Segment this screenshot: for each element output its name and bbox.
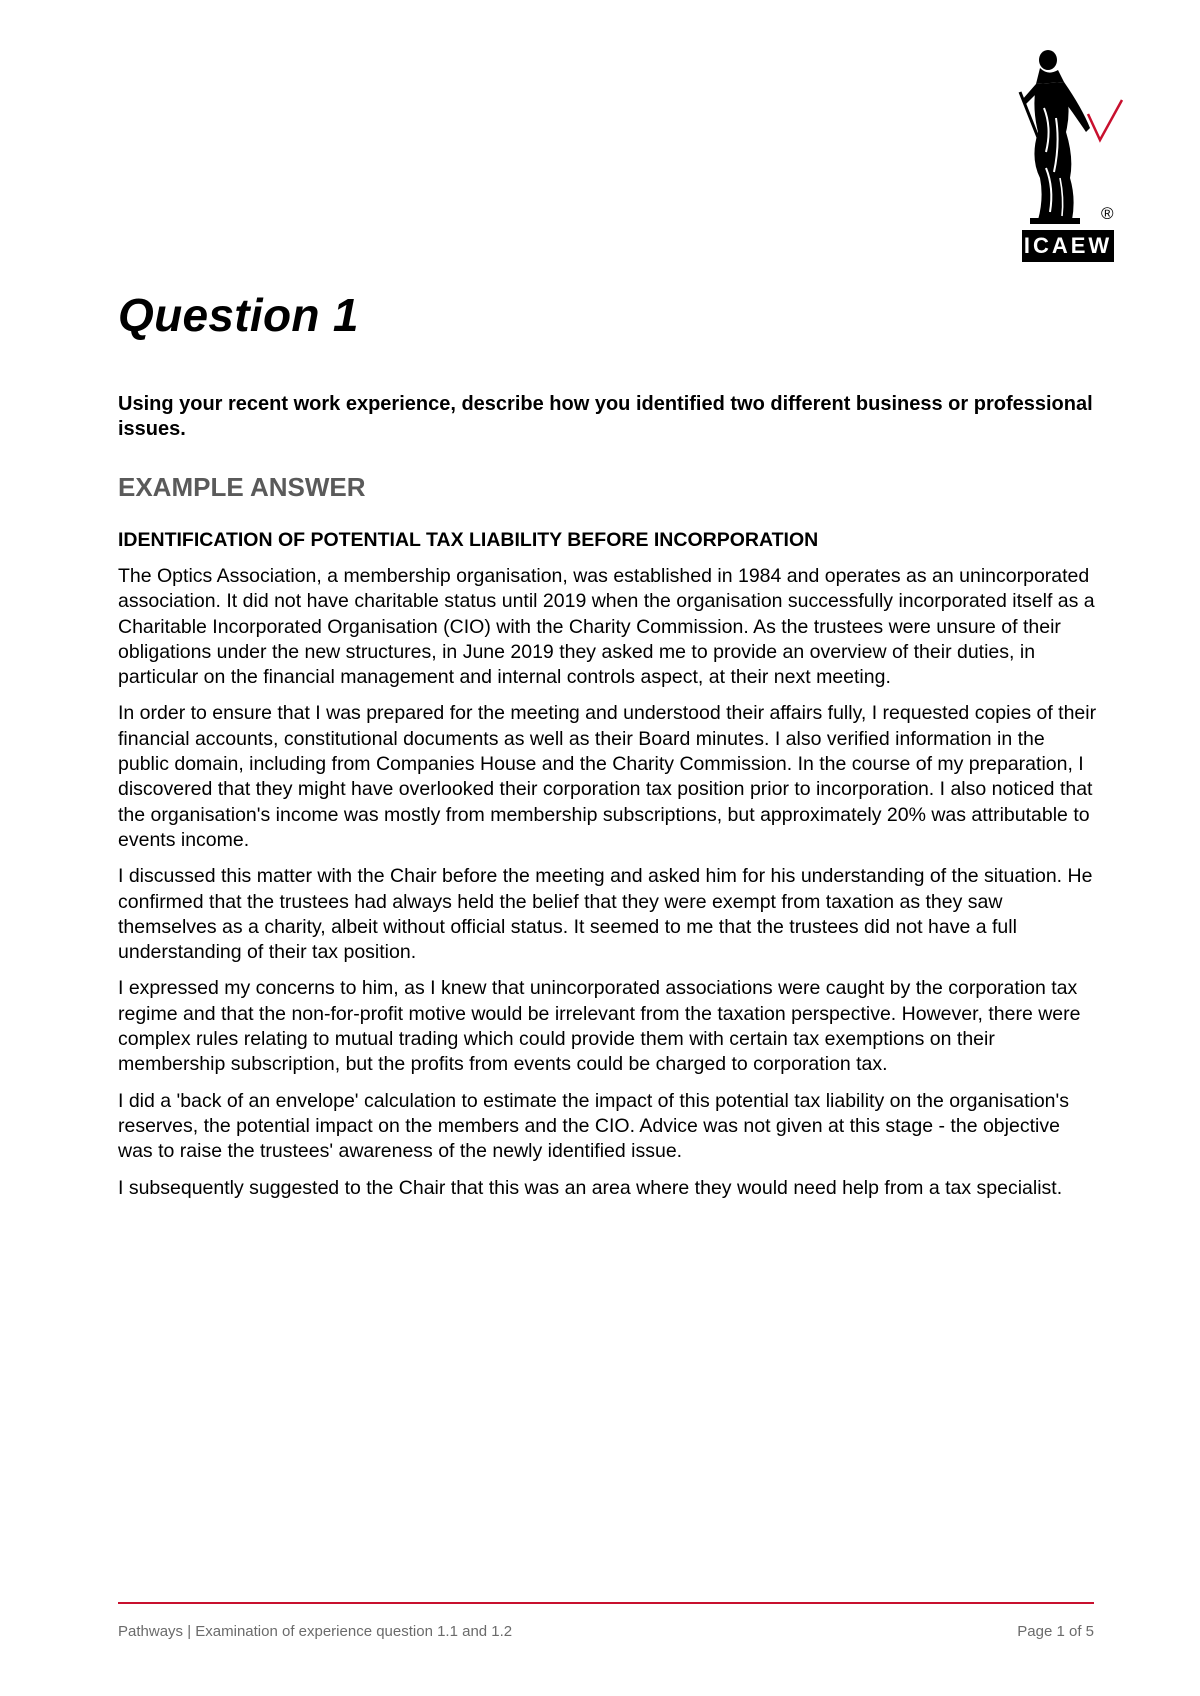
document-body: [118, 280, 1098, 1201]
answer-paragraph: I discussed this matter with the Chair before the meeting and asked him for his understanding of the situation. He confirmed that the trustees had always held the belief that they were exempt from taxation as they saw themselves as a charity, albeit without official status. It seemed to me that the trustees did not have a full understanding of their tax position.: [118, 865, 1093, 964]
answer-paragraph: I did a 'back of an envelope' calculation to estimate the impact of this potential tax liability on the organisation's reserves, the potential impact on the members and the CIO. Advice was not given at this stage - the objective was to raise the trustees' awareness of the newly identified issue.: [118, 1089, 1069, 1163]
answer-paragraph: I expressed my concerns to him, as I knew that unincorporated associations were caught by the corporation tax regime and that the non-for-profit motive would be irrelevant from the taxation perspective. However, there were complex rules relating to mutual trading which could provide them with certain tax exemptions on their membership subscription, but the profits from events could be charged to corporation tax.: [118, 977, 1081, 1076]
icaew-logo: [1000, 48, 1130, 264]
section-heading: IDENTIFICATION OF POTENTIAL TAX LIABILITY BEFORE INCORPORATION: [118, 529, 819, 551]
answer-paragraph: I subsequently suggested to the Chair that this was an area where they would need help from a tax specialist.: [118, 1176, 1063, 1199]
question-prompt: Using your recent work experience, describe how you identified two different business or professional issues.: [118, 393, 1093, 440]
statue-icon: [1000, 48, 1130, 264]
example-answer-heading: EXAMPLE ANSWER: [118, 472, 366, 502]
page-title: Question 1: [118, 289, 359, 341]
answer-paragraph: In order to ensure that I was prepared for the meeting and understood their affairs fully, I requested copies of their financial accounts, constitutional documents as well as their Board minutes. I also verified information in the public domain, including from Companies House and the Charity Commission. In the course of my preparation, I discovered that they might have overlooked their corporation tax position prior to incorporation. I also noticed that the organisation's income was mostly from membership subscriptions, but approximately 20% was attributable to events income.: [118, 702, 1097, 851]
answer-paragraph: The Optics Association, a membership organisation, was established in 1984 and operates as an unincorporated association. It did not have charitable status until 2019 when the organisation successfully incorporated itself as a Charitable Incorporated Organisation (CIO) with the Charity Commission. As the trustees were unsure of their obligations under the new structures, in June 2019 they asked me to provide an overview of their duties, in particular on the financial management and internal controls aspect, at their next meeting.: [118, 565, 1095, 689]
logo-text: ICAEW: [1023, 233, 1113, 258]
footer-divider: [118, 1602, 1094, 1604]
registered-mark: ®: [1101, 204, 1114, 223]
footer-document-title: Pathways | Examination of experience question 1.1 and 1.2: [118, 1623, 513, 1640]
footer-page-number: Page 1 of 5: [1017, 1623, 1094, 1640]
